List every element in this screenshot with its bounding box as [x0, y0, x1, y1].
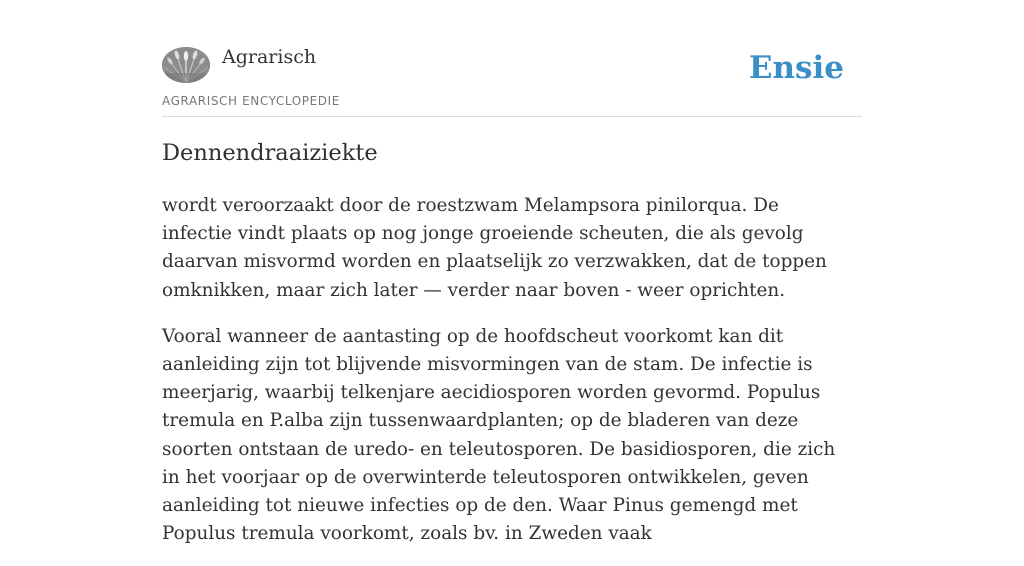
- source-name[interactable]: Agrarisch: [222, 46, 317, 68]
- site-header: [162, 0, 862, 117]
- article-paragraph: Vooral wanneer de aantasting op de hoofdscheut voorkomt kan dit aanleiding zijn tot blijvende misvormingen van de stam. De infectie is meerjarig, waarbij telkenjare aecidiosporen worden gevormd. Populus tremula en P.alba zijn tussenwaardplanten; op de bladeren van deze soorten ontstaan de uredo- en teleutosporen. De basidiosporen, die zich in het voorjaar op de overwinterde teleutosporen ontwikkelen, geven aanleiding tot nieuwe infecties op de den. Waar Pinus gemengd met Populus tremula voorkomt, zoals bv. in Zweden vaak: [162, 325, 836, 545]
- article-paragraph: wordt veroorzaakt door de roestzwam Melampsora pinilorqua. De infectie vindt plaats op nog jonge groeiende scheuten, die als gevolg daarvan misvormd worden en plaatselijk zo verzwakken, dat de toppen omknikken, maar zich later — verder naar boven - weer oprichten.: [162, 195, 827, 301]
- brand-logo[interactable]: Ensie: [748, 50, 844, 86]
- source-subtitle[interactable]: AGRARISCH ENCYCLOPEDIE: [162, 94, 340, 108]
- article-title: Dennendraaiziekte: [162, 140, 378, 166]
- article-body: [162, 192, 852, 566]
- source-avatar[interactable]: [162, 47, 210, 83]
- wheat-image-icon: [162, 47, 210, 83]
- page: [162, 0, 862, 545]
